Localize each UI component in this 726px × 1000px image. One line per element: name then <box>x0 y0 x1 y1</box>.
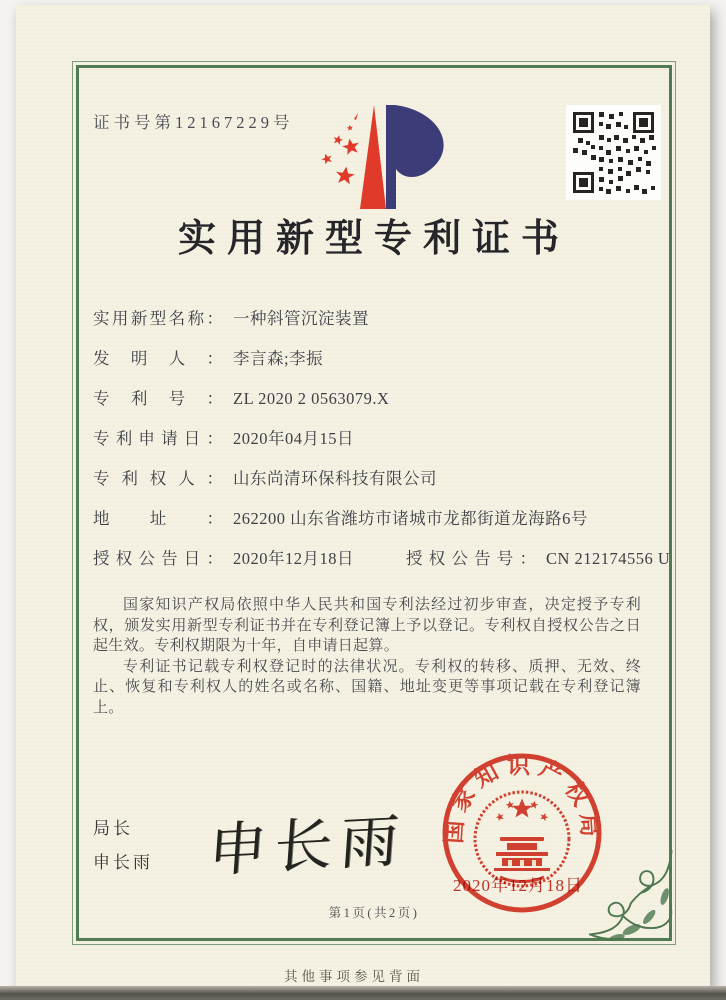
photo-edge-shadow <box>0 986 726 1000</box>
seal-ring-text: 国家知识产权局 <box>441 753 603 845</box>
field-value: 李言森;李振 <box>233 349 324 368</box>
field-row-address <box>93 499 653 539</box>
qr-code <box>566 105 661 200</box>
field-label: 发明人： <box>93 349 223 368</box>
field-label-grant-date: 授权公告日： <box>93 549 223 568</box>
seal-date: 2020年12月18日 <box>453 876 583 895</box>
certificate-fields <box>93 299 671 579</box>
field-label: 专利号： <box>93 389 223 408</box>
certificate-paper <box>16 5 710 987</box>
legal-paragraph-2: 专利证书记载专利权登记时的法律状况。专利权的转移、质押、无效、终止、恢复和专利权人的姓名或名称、国籍、地址变更等事项记载在专利登记簿上。 <box>93 658 641 716</box>
legal-paragraph-1: 国家知识产权局依照中华人民共和国专利法经过初步审查，决定授予专利权，颁发实用新型专利证书并在专利登记簿上予以登记。专利权自授权公告之日起生效。专利权期限为十年，自申请日起算。 <box>93 597 641 654</box>
field-label: 专利申请日： <box>93 429 223 448</box>
field-row-filing-date <box>93 419 653 459</box>
field-value-grant-number: CN 212174556 U <box>546 549 671 568</box>
field-value: ZL 2020 2 0563079.X <box>233 389 390 408</box>
logo-blue-p <box>386 105 444 209</box>
certificate-number: 证书号第12167229号 <box>93 113 294 132</box>
field-value: 山东尚清环保科技有限公司 <box>233 469 437 488</box>
field-row-inventor <box>93 339 653 379</box>
field-label: 实用新型名称： <box>93 309 223 328</box>
cnipa-logo <box>298 102 458 216</box>
field-value: 2020年04月15日 <box>233 429 354 448</box>
field-value: 262200 山东省潍坊市诸城市龙都街道龙海路6号 <box>233 509 588 528</box>
field-row-utility-model-name <box>93 299 653 339</box>
certificate-title: 实用新型专利证书 <box>177 218 570 260</box>
field-row-patent-number <box>93 379 653 419</box>
director-block <box>93 817 153 875</box>
field-value-grant-date: 2020年12月18日 <box>233 549 354 568</box>
field-label-grant-number: 授权公告号： <box>406 549 536 568</box>
field-row-patentee <box>93 459 653 499</box>
field-row-grant <box>93 539 671 579</box>
page-number: 第1页(共2页) <box>328 906 420 920</box>
legal-text <box>93 595 641 718</box>
director-name: 申长雨 <box>93 853 153 872</box>
director-signature: 申长雨 <box>206 808 409 884</box>
logo-red-wedge <box>360 105 386 209</box>
back-side-note: 其他事项参见背面 <box>284 969 424 984</box>
field-label: 地址： <box>93 509 223 528</box>
director-title: 局长 <box>93 819 133 838</box>
field-value: 一种斜管沉淀装置 <box>233 309 369 328</box>
field-label: 专利权人： <box>93 469 223 488</box>
